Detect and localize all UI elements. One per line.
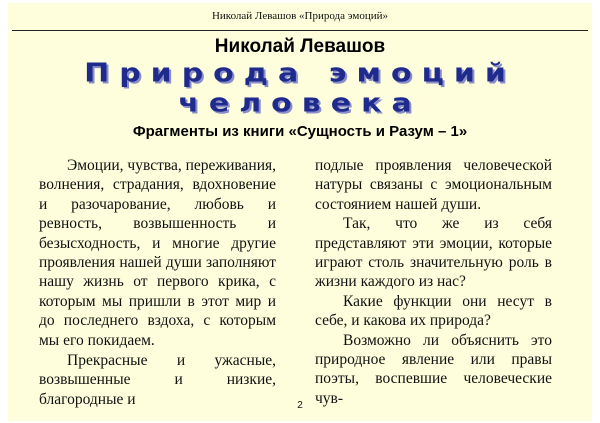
paragraph: Какие функции они несут в себе, и какова их природа? (315, 292, 552, 330)
paragraph: Так, что же из себя представляют эти эмоции, которые играют столь значительную роль в жизни каждого из нас? (315, 215, 552, 291)
page-number: 2 (297, 400, 303, 411)
left-column (39, 156, 276, 409)
paragraph: подлые проявления человеческой натуры связаны с эмоциональным состоянием нашей души. (315, 157, 552, 213)
title-line-1: Природа эмоций (84, 58, 516, 89)
paragraph: Эмоции, чувства, переживания, волнения, страдания, вдохновение и разочарование, любовь и ревность, возвышенность и безысходность, и многие другие проявления нашей души заполняют нашу жизнь от первого крика, с которым мы пришли в этот мир и до последнего вздоха, с которым мы его покидаем. (39, 157, 276, 349)
author-name: Николай Левашов (214, 36, 386, 57)
paragraph: Прекрасные и ужасные, возвышенные и низкие, благородные и (39, 352, 276, 408)
paragraph: Возможно ли объяснить это природное явление или правы поэты, воспевшие человеческие чув- (315, 331, 552, 407)
right-column (315, 156, 552, 408)
header-divider (12, 30, 588, 31)
title-line-2: человека (178, 88, 422, 119)
book-page (8, 3, 592, 421)
running-header: Николай Левашов «Природа эмоций» (211, 10, 389, 22)
subtitle: Фрагменты из книги «Сущность и Разум – 1» (132, 123, 468, 140)
